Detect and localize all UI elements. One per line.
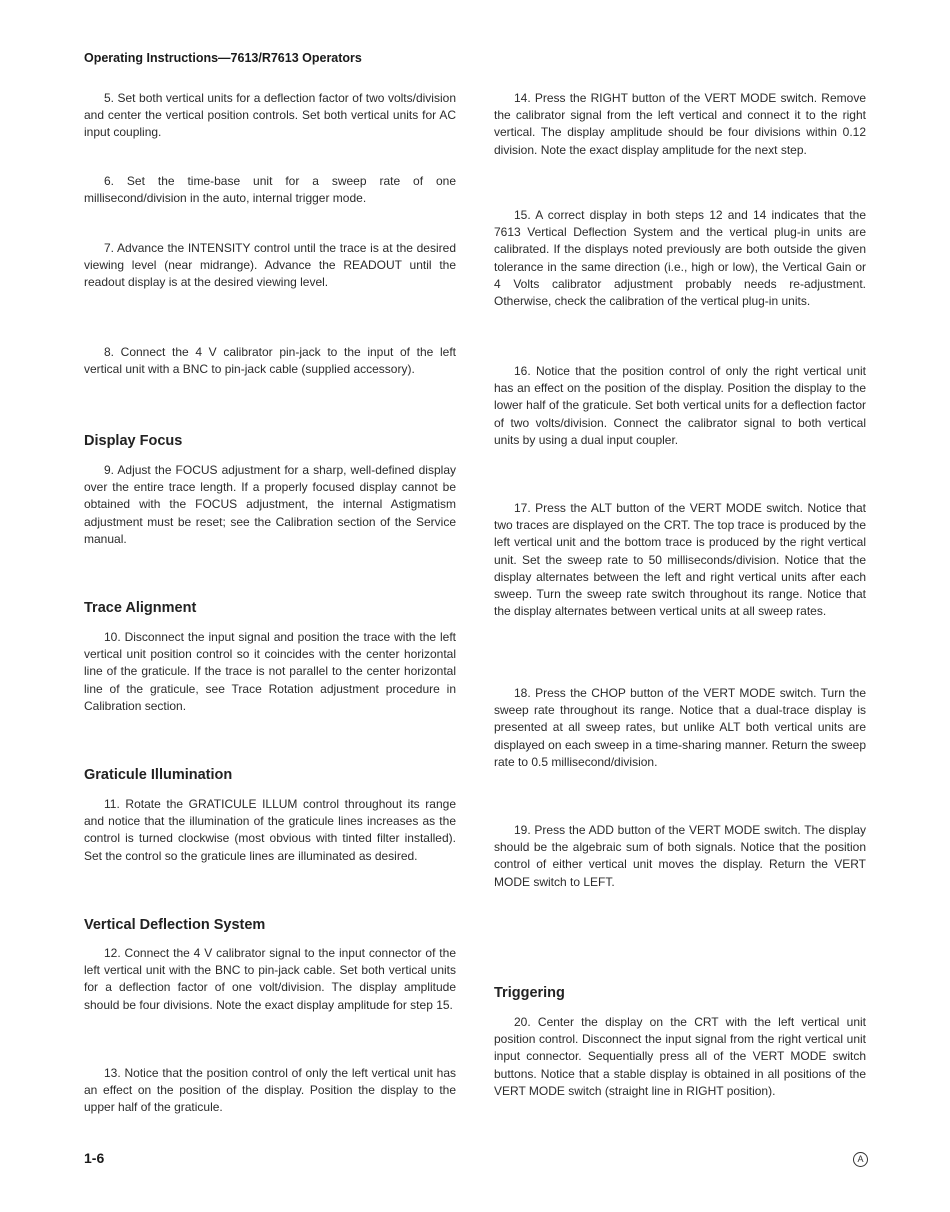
step-19: 19. Press the ADD button of the VERT MODE switch. The display should be the algebraic sum of both signals. Notice that the position control of either vertical unit moves the display. Return the VERT MODE switch to LEFT.: [494, 823, 866, 889]
step-12: 12. Connect the 4 V calibrator signal to the input connector of the left vertical unit with the BNC to pin-jack cable. Set both vertical units for a deflection factor of one volt/division. The display amplitude should be four divisions. Note the exact display amplitude for step 15.: [84, 946, 456, 1012]
revision-mark: A: [853, 1152, 868, 1167]
step-8: 8. Connect the 4 V calibrator pin-jack to the input of the left vertical unit with a BNC to pin-jack cable (supplied accessory).: [84, 345, 456, 377]
step-16: 16. Notice that the position control of only the right vertical unit has an effect on the position of the display. Position the display to the lower half of the graticule. Set both vertical units for a deflection factor of two volts/division. Connect the calibrator signal to both vertical units by using a dual input coupler.: [494, 364, 866, 447]
heading-display-focus: Display Focus: [84, 433, 183, 449]
step-17: 17. Press the ALT button of the VERT MODE switch. Notice that two traces are displayed on the CRT. The top trace is produced by the left vertical unit and the bottom trace is produced by the right vertical unit. Set the sweep rate to 50 milliseconds/division. Notice that the display alternates between the left and right vertical units after each sweep. Turn the sweep rate switch throughout its range. Notice that the display alternates between vertical units at all sweep rates.: [494, 501, 866, 619]
page-header: Operating Instructions—7613/R7613 Operators: [84, 51, 362, 65]
step-20: 20. Center the display on the CRT with the left vertical unit position control. Disconnect the input signal from the right vertical unit input connector. Sequentially press all of the VERT MODE switch buttons. Notice that a stable display is obtained in all positions of the VERT MODE switch (straight line in RIGHT position).: [494, 1015, 866, 1098]
step-10: 10. Disconnect the input signal and position the trace with the left vertical unit position control so it coincides with the center horizontal line of the graticule. If the trace is not parallel to the center horizontal line of the graticule, see Trace Rotation adjustment procedure in Calibration section.: [84, 630, 456, 713]
page-number: 1-6: [84, 1150, 105, 1166]
step-6: 6. Set the time-base unit for a sweep rate of one millisecond/division in the auto, internal trigger mode.: [84, 174, 456, 206]
step-7: 7. Advance the INTENSITY control until the trace is at the desired viewing level (near midrange). Advance the READOUT until the readout display is at the desired viewing level.: [84, 241, 456, 290]
step-11: 11. Rotate the GRATICULE ILLUM control throughout its range and notice that the illumination of the graticule lines increases as the control is turned clockwise (most obvious with tinted filter installed). Set the control so the graticule lines are illuminated as desired.: [84, 797, 456, 863]
step-9: 9. Adjust the FOCUS adjustment for a sharp, well-defined display over the entire trace length. If a properly focused display cannot be obtained with the FOCUS adjustment, the internal Astigmatism adjustment must be reset; see the Calibration section of the Service manual.: [84, 463, 456, 546]
heading-triggering: Triggering: [494, 985, 565, 1001]
heading-graticule-illumination: Graticule Illumination: [84, 767, 233, 783]
step-14: 14. Press the RIGHT button of the VERT MODE switch. Remove the calibrator signal from the left vertical and connect it to the right vertical. The display amplitude should be four divisions within 0.12 division. Note the exact display amplitude for the next step.: [494, 91, 866, 157]
step-18: 18. Press the CHOP button of the VERT MODE switch. Turn the sweep rate throughout its range. Notice that a dual-trace display is presented at all sweep rates, but unlike ALT both vertical units are displayed on each sweep in a time-sharing manner. Return the sweep rate to 0.5 millisecond/division.: [494, 686, 866, 769]
step-5: 5. Set both vertical units for a deflection factor of two volts/division and center the vertical position controls. Set both vertical units for AC input coupling.: [84, 91, 456, 140]
heading-trace-alignment: Trace Alignment: [84, 600, 197, 616]
step-13: 13. Notice that the position control of only the left vertical unit has an effect on the position of the display. Position the display to the upper half of the graticule.: [84, 1066, 456, 1115]
heading-vertical-deflection: Vertical Deflection System: [84, 917, 266, 933]
step-15: 15. A correct display in both steps 12 and 14 indicates that the 7613 Vertical Deflection System and the vertical plug-in units are calibrated. If the displays noted previously are both outside the given tolerance in the same direction (i.e., high or low), the Vertical Gain or 4 Volts calibrator adjustment probably needs re-adjustment. Otherwise, check the calibration of the vertical plug-in units.: [494, 208, 866, 309]
